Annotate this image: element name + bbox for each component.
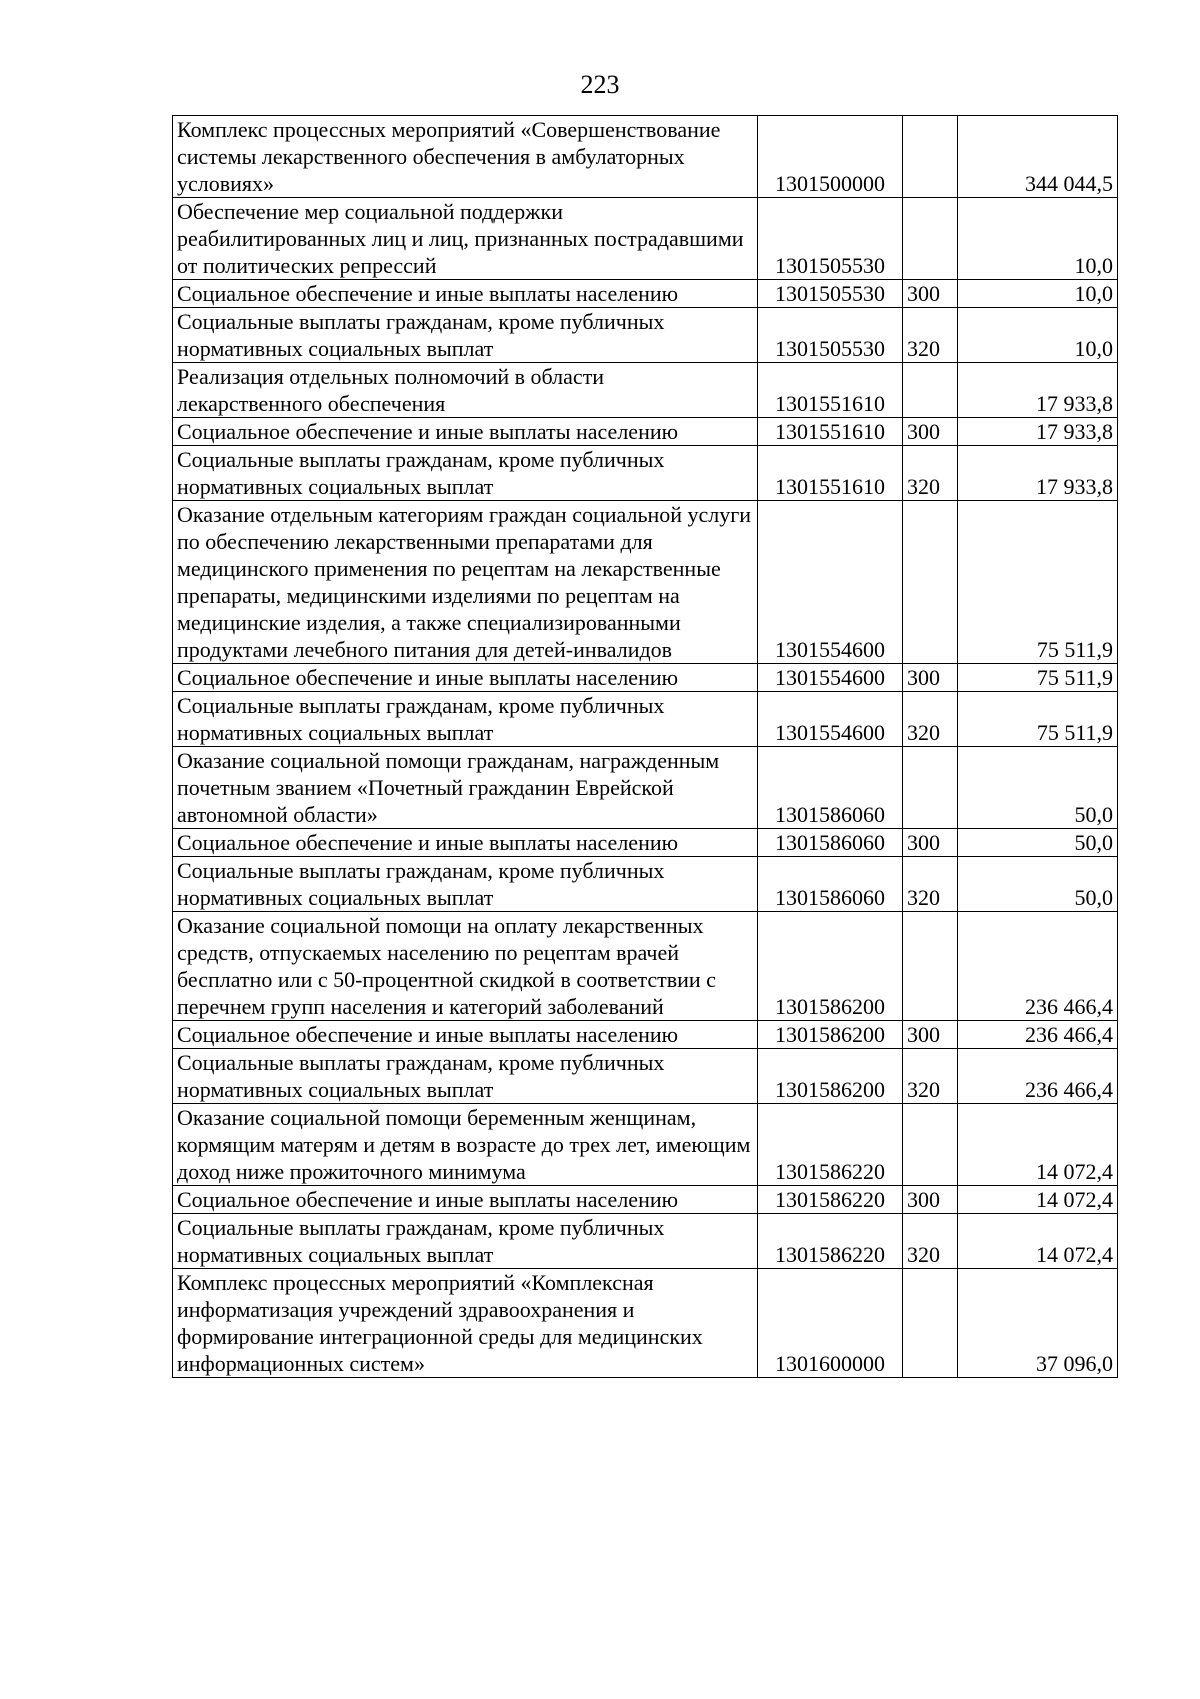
table-row — [173, 198, 1118, 280]
table-row — [173, 857, 1118, 912]
row-code-cell: 1301586200 — [758, 912, 903, 1021]
row-expense-type-cell: 320 — [903, 446, 958, 501]
row-expense-type-cell — [903, 1269, 958, 1378]
row-amount-cell: 17 933,8 — [958, 446, 1118, 501]
row-name-cell: Социальное обеспечение и иные выплаты населению — [173, 829, 758, 857]
row-code-cell: 1301600000 — [758, 1269, 903, 1378]
table-row — [173, 1104, 1118, 1186]
row-name-cell: Комплекс процессных мероприятий «Комплексная информатизация учреждений здравоохранения и формирование интеграционной среды для медицинских информационных систем» — [173, 1269, 758, 1378]
table-row — [173, 308, 1118, 363]
row-amount-cell: 236 466,4 — [958, 1021, 1118, 1049]
row-expense-type-cell — [903, 912, 958, 1021]
table-row — [173, 418, 1118, 446]
row-code-cell: 1301551610 — [758, 363, 903, 418]
row-code-cell: 1301554600 — [758, 664, 903, 692]
row-code-cell: 1301554600 — [758, 501, 903, 664]
row-name-cell: Социальные выплаты гражданам, кроме публичных нормативных социальных выплат — [173, 1049, 758, 1104]
budget-table — [172, 115, 1118, 1378]
page-number: 223 — [580, 70, 620, 99]
row-amount-cell: 50,0 — [958, 857, 1118, 912]
row-name-cell: Социальное обеспечение и иные выплаты населению — [173, 1186, 758, 1214]
row-code-cell: 1301586220 — [758, 1104, 903, 1186]
row-code-cell: 1301586060 — [758, 829, 903, 857]
row-expense-type-cell: 320 — [903, 308, 958, 363]
row-code-cell: 1301551610 — [758, 446, 903, 501]
row-amount-cell: 14 072,4 — [958, 1186, 1118, 1214]
row-expense-type-cell — [903, 501, 958, 664]
table-row — [173, 1214, 1118, 1269]
row-expense-type-cell: 300 — [903, 418, 958, 446]
row-name-cell: Обеспечение мер социальной поддержки реабилитированных лиц и лиц, признанных пострадавшими от политических репрессий — [173, 198, 758, 280]
row-code-cell: 1301500000 — [758, 116, 903, 198]
row-amount-cell: 37 096,0 — [958, 1269, 1118, 1378]
row-expense-type-cell: 320 — [903, 857, 958, 912]
row-expense-type-cell: 300 — [903, 280, 958, 308]
row-name-cell: Социальные выплаты гражданам, кроме публичных нормативных социальных выплат — [173, 308, 758, 363]
row-code-cell: 1301586200 — [758, 1021, 903, 1049]
row-name-cell: Социальные выплаты гражданам, кроме публичных нормативных социальных выплат — [173, 446, 758, 501]
row-amount-cell: 10,0 — [958, 280, 1118, 308]
table-row — [173, 912, 1118, 1021]
table-row — [173, 363, 1118, 418]
row-code-cell: 1301505530 — [758, 280, 903, 308]
row-name-cell: Оказание отдельным категориям граждан социальной услуги по обеспечению лекарственными препаратами для медицинского применения по рецептам на лекарственные препараты, медицинскими изделиями по рецептам на медицинские изделия, а также специализированными продуктами лечебного питания для детей-инвалидов — [173, 501, 758, 664]
row-expense-type-cell — [903, 747, 958, 829]
table-row — [173, 1186, 1118, 1214]
row-code-cell: 1301586200 — [758, 1049, 903, 1104]
table-row — [173, 1021, 1118, 1049]
row-amount-cell: 14 072,4 — [958, 1214, 1118, 1269]
row-expense-type-cell — [903, 363, 958, 418]
row-code-cell: 1301551610 — [758, 418, 903, 446]
row-amount-cell: 50,0 — [958, 747, 1118, 829]
row-amount-cell: 236 466,4 — [958, 1049, 1118, 1104]
table-row — [173, 1049, 1118, 1104]
row-amount-cell: 10,0 — [958, 308, 1118, 363]
row-amount-cell: 17 933,8 — [958, 418, 1118, 446]
row-amount-cell: 14 072,4 — [958, 1104, 1118, 1186]
table-row — [173, 116, 1118, 198]
table-row — [173, 280, 1118, 308]
row-amount-cell: 17 933,8 — [958, 363, 1118, 418]
row-amount-cell: 344 044,5 — [958, 116, 1118, 198]
row-amount-cell: 75 511,9 — [958, 692, 1118, 747]
row-name-cell: Оказание социальной помощи на оплату лекарственных средств, отпускаемых населению по рецептам врачей бесплатно или с 50-процентной скидкой в соответствии с перечнем групп населения и категорий заболеваний — [173, 912, 758, 1021]
row-name-cell: Социальное обеспечение и иные выплаты населению — [173, 418, 758, 446]
budget-table-body — [173, 116, 1118, 1378]
row-code-cell: 1301505530 — [758, 308, 903, 363]
table-row — [173, 501, 1118, 664]
row-name-cell: Социальные выплаты гражданам, кроме публичных нормативных социальных выплат — [173, 1214, 758, 1269]
row-expense-type-cell: 320 — [903, 1214, 958, 1269]
row-code-cell: 1301586220 — [758, 1214, 903, 1269]
row-code-cell: 1301554600 — [758, 692, 903, 747]
table-row — [173, 747, 1118, 829]
row-name-cell: Реализация отдельных полномочий в области лекарственного обеспечения — [173, 363, 758, 418]
row-expense-type-cell: 300 — [903, 829, 958, 857]
row-name-cell: Социальное обеспечение и иные выплаты населению — [173, 280, 758, 308]
row-amount-cell: 75 511,9 — [958, 664, 1118, 692]
row-name-cell: Оказание социальной помощи гражданам, награжденным почетным званием «Почетный гражданин Еврейской автономной области» — [173, 747, 758, 829]
table-row — [173, 1269, 1118, 1378]
row-expense-type-cell — [903, 198, 958, 280]
table-row — [173, 664, 1118, 692]
table-row — [173, 446, 1118, 501]
row-amount-cell: 236 466,4 — [958, 912, 1118, 1021]
row-expense-type-cell: 320 — [903, 1049, 958, 1104]
row-name-cell: Социальное обеспечение и иные выплаты населению — [173, 1021, 758, 1049]
row-amount-cell: 75 511,9 — [958, 501, 1118, 664]
row-code-cell: 1301505530 — [758, 198, 903, 280]
row-amount-cell: 50,0 — [958, 829, 1118, 857]
row-code-cell: 1301586060 — [758, 747, 903, 829]
table-row — [173, 692, 1118, 747]
row-expense-type-cell: 300 — [903, 1186, 958, 1214]
row-code-cell: 1301586220 — [758, 1186, 903, 1214]
row-expense-type-cell — [903, 1104, 958, 1186]
row-name-cell: Оказание социальной помощи беременным женщинам, кормящим матерям и детям в возрасте до трех лет, имеющим доход ниже прожиточного минимума — [173, 1104, 758, 1186]
row-amount-cell: 10,0 — [958, 198, 1118, 280]
row-code-cell: 1301586060 — [758, 857, 903, 912]
row-expense-type-cell: 300 — [903, 1021, 958, 1049]
table-row — [173, 829, 1118, 857]
row-expense-type-cell — [903, 116, 958, 198]
row-name-cell: Комплекс процессных мероприятий «Совершенствование системы лекарственного обеспечения в амбулаторных условиях» — [173, 116, 758, 198]
row-name-cell: Социальное обеспечение и иные выплаты населению — [173, 664, 758, 692]
row-expense-type-cell: 320 — [903, 692, 958, 747]
row-name-cell: Социальные выплаты гражданам, кроме публичных нормативных социальных выплат — [173, 692, 758, 747]
row-expense-type-cell: 300 — [903, 664, 958, 692]
row-name-cell: Социальные выплаты гражданам, кроме публичных нормативных социальных выплат — [173, 857, 758, 912]
